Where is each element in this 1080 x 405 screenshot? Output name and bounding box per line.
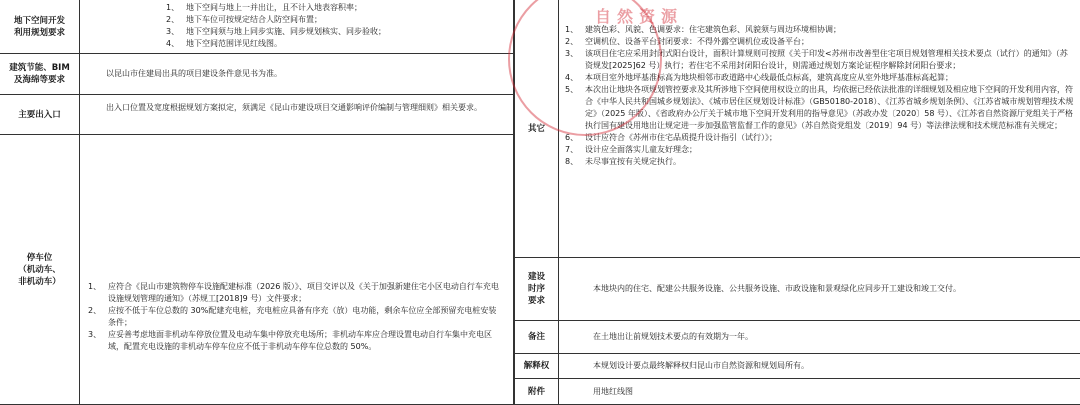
list-item: 2、 空调机位、设备平台封闭要求：不得外露空调机位或设备平台； [565,37,809,46]
energy-bim-content: 以昆山市住建局出具的项目建设条件意见书为准。 [80,54,514,95]
construction-schedule-content: 本地块内的住宅、配建公共服务设施、公共服务设施、市政设施和景观绿化应同步开工建设和竣工交付。 [559,258,1080,321]
label-interpretation: 解释权 [514,354,559,379]
underground-list [166,2,507,50]
parking-content [80,135,514,405]
list-item: 4、 本项目室外地坪基准标高为地块相邻市政道路中心线最低点标高，建筑高度应从室外地坪基准标高起算； [565,73,953,82]
label-other: 其它 [514,0,559,258]
label-energy-bim-sponge: 建筑节能、BIM 及海绵等要求 [0,54,80,95]
interpretation-content: 本规划设计要点最终解释权归昆山市自然资源和规划局所有。 [559,354,1080,379]
list-item: 7、 设计应全面落实儿童友好理念； [565,145,697,154]
list-item: 2、 应按不低于车位总数的 30%配建充电桩，充电桩应具备有序充（放）电功能，剩余车位应全部预留充电桩安装条件； [88,306,497,327]
list-item: 8、 未尽事宜按有关规定执行。 [565,157,681,166]
official-seal-text: 自然资源 [595,7,684,26]
label-construction-schedule: 建设 时序 要求 [514,258,559,321]
list-item: 2、 地下车位可按规定结合人防空间布置； [166,15,322,24]
label-parking: 停车位 （机动车、 非机动车） [0,135,80,405]
underground-space-content [80,0,514,54]
label-underground-space: 地下空间开发 利用规划要求 [0,0,80,54]
list-item: 5、 本次出让地块各项规划管控要求及其所涉地下空间使用权设立的出具，均依据已经依法批准的详细规划及相应地下空间的开发利用内容，符合《中华人民共和国城乡规划法》、《城市居住区规划设计标准》（GB50180-2018）、《江苏省城乡规划条例》、《江苏省城市规划管理技术规定》（2025 年版）、《省政府办公厅关于城市地下空间开发利用的指导意见》（苏政办发〔2020〕58 号）、《江苏省自然资源厅党组关于严格执行国有建设用地出让规定进一步加强监管监督工作的意见》（苏自然资党组发〔2019〕94 号）等法律法规和技术规范标准有关规定； [565,85,1074,130]
label-remarks: 备注 [514,321,559,354]
label-main-entrance: 主要出入口 [0,95,80,135]
label-attachment: 附件 [514,379,559,405]
remarks-content: 在土地出让前规划技术要点的有效期为一年。 [559,321,1080,354]
list-item: 6、 设计应符合《苏州市住宅品质提升设计指引（试行）》； [565,133,777,142]
list-item: 3、 地下空间须与地上同步实施、同步规划核实、同步验收； [166,27,386,36]
list-item: 4、 地下空间范围详见红线图。 [166,39,282,48]
parking-list [88,281,503,353]
main-entrance-content: 出入口位置及宽度根据规划方案拟定，须满足《昆山市建设项目交通影响评价编制与管理细则》相关要求。 [80,95,514,135]
list-item: 1、 应符合《昆山市建筑物停车设施配建标准（2026 版）》、项目交评以及《关于加强新建住宅小区电动自行车充电设施规划管理的通知》（苏规工[2018]9 号）文件要求； [88,282,499,303]
list-item: 1、 地下空间与地上一并出让，且不计入地表容积率； [166,3,362,12]
list-item: 3、 该项目住宅应采用封闭式阳台设计，面积计算规则可按照《关于印发<苏州市改善型住宅项目规划管理相关技术要点（试行）的通知》（苏资规发[2025]62 号）执行；若住宅不采用封闭阳台设计，则需通过规划方案论证程序解除封闭阳台要求； [565,49,1068,70]
list-item: 3、 应妥善考虑地面非机动车停放位置及电动车集中停放充电场所；非机动车库应合理设置电动自行车集中充电区域，配置充电设施的非机动车停车位应不低于非机动车停车位总数的 50%。 [88,330,492,351]
attachment-content: 用地红线图 [593,387,633,396]
list-item: 1、 建筑色彩、风貌、色调要求：住宅建筑色彩、风貌须与周边环境相协调； [565,25,841,34]
